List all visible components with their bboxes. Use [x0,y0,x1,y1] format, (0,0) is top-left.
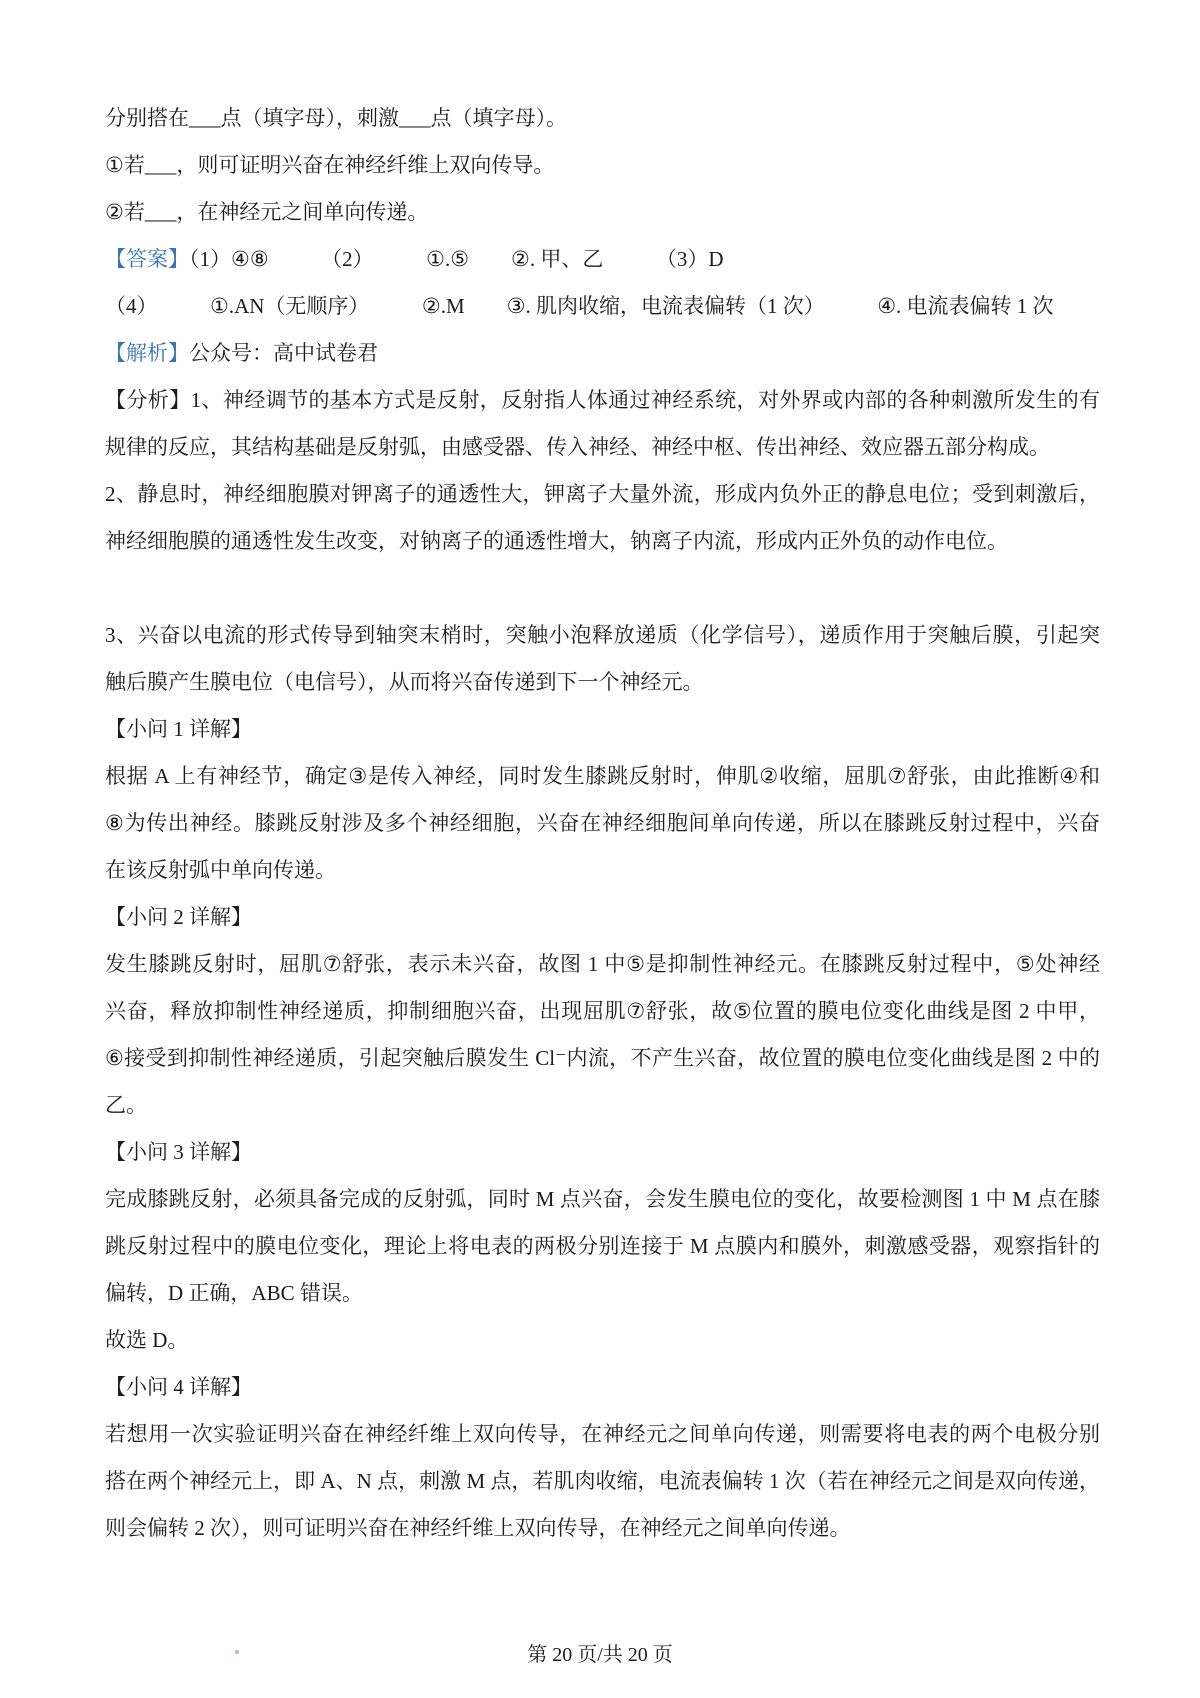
text-line: 在该反射弧中单向传递。 [105,858,336,882]
text-line: 若想用一次实验证明兴奋在神经纤维上双向传导，在神经元之间单向传递，则需要将电表的两个电极分别 [105,1422,1100,1446]
text-line: 【分析】1、神经调节的基本方式是反射，反射指人体通过神经系统，对外界或内部的各种刺激所发生的有 [105,388,1100,412]
text-line: 【小问 3 详解】 [105,1140,252,1164]
text-line: （4） ①.AN（无顺序） ②.M ③. 肌肉收缩，电流表偏转（1 次） ④. 电流表偏转 1 次 [105,294,1054,318]
text-line: 发生膝跳反射时，屈肌⑦舒张，表示未兴奋，故图 1 中⑤是抑制性神经元。在膝跳反射过程中，⑤处神经 [105,952,1100,976]
line-text: 公众号：高中试卷君 [189,341,378,365]
text-line: 神经细胞膜的通透性发生改变，对钠离子的通透性增大，钠离子内流，形成内正外负的动作电位。 [105,529,1008,553]
document-body [105,95,1100,1552]
text-line: ⑥接受到抑制性神经递质，引起突触后膜发生 Cl⁻内流，不产生兴奋，故位置的膜电位变化曲线是图 2 中的 [105,1046,1100,1070]
text-line: 兴奋，释放抑制性神经递质，抑制细胞兴奋，出现屈肌⑦舒张，故⑤位置的膜电位变化曲线是图 2 中甲， [105,999,1100,1023]
blank-line [105,565,1100,612]
text-line: 故选 D。 [105,1328,189,1352]
text-line: ②若___，在神经元之间单向传递。 [105,200,429,224]
text-line: 则会偏转 2 次），则可证明兴奋在神经纤维上双向传导，在神经元之间单向传递。 [105,1516,851,1540]
text-line: 偏转，D 正确，ABC 错误。 [105,1281,363,1305]
text-line: 完成膝跳反射，必须具备完成的反射弧，同时 M 点兴奋，会发生膜电位的变化，故要检测图 1 中 M 点在膝 [105,1187,1100,1211]
text-line: 3、兴奋以电流的形式传导到轴突末梢时，突触小泡释放递质（化学信号），递质作用于突触后膜，引起突 [105,623,1100,647]
text-line: ①若___，则可证明兴奋在神经纤维上双向传导。 [105,153,555,177]
text-line: ⑧为传出神经。膝跳反射涉及多个神经细胞，兴奋在神经细胞间单向传递，所以在膝跳反射过程中，兴奋 [105,811,1100,835]
text-line [105,330,1100,377]
text-line [105,236,1100,283]
text-line: 【小问 1 详解】 [105,717,252,741]
text-line: 乙。 [105,1093,147,1117]
text-line: 2、静息时，神经细胞膜对钾离子的通透性大，钾离子大量外流，形成内负外正的静息电位；受到刺激后， [105,482,1100,506]
accent-label: 【答案】 [105,247,189,271]
text-line: 跳反射过程中的膜电位变化，理论上将电表的两极分别连接于 M 点膜内和膜外，刺激感受器，观察指针的 [105,1234,1100,1258]
text-line: 分别搭在___点（填字母），刺激___点（填字母）。 [105,106,567,130]
text-line: 规律的反应，其结构基础是反射弧，由感受器、传入神经、神经中枢、传出神经、效应器五部分构成。 [105,435,1050,459]
text-line: 【小问 2 详解】 [105,905,252,929]
accent-label: 【解析】 [105,341,189,365]
page-number: 第 20 页/共 20 页 [527,1644,673,1666]
text-line: 【小问 4 详解】 [105,1375,252,1399]
text-line: 搭在两个神经元上，即 A、N 点，刺激 M 点，若肌肉收缩，电流表偏转 1 次（若在神经元之间是双向传递， [105,1469,1100,1493]
text-line: 触后膜产生膜电位（电信号），从而将兴奋传递到下一个神经元。 [105,670,704,694]
text-line: 根据 A 上有神经节，确定③是传入神经，同时发生膝跳反射时，伸肌②收缩，屈肌⑦舒张，由此推断④和 [105,764,1100,788]
line-text: （1）④⑧ （2） ①.⑤ ②. 甲、乙 （3）D [189,247,724,271]
